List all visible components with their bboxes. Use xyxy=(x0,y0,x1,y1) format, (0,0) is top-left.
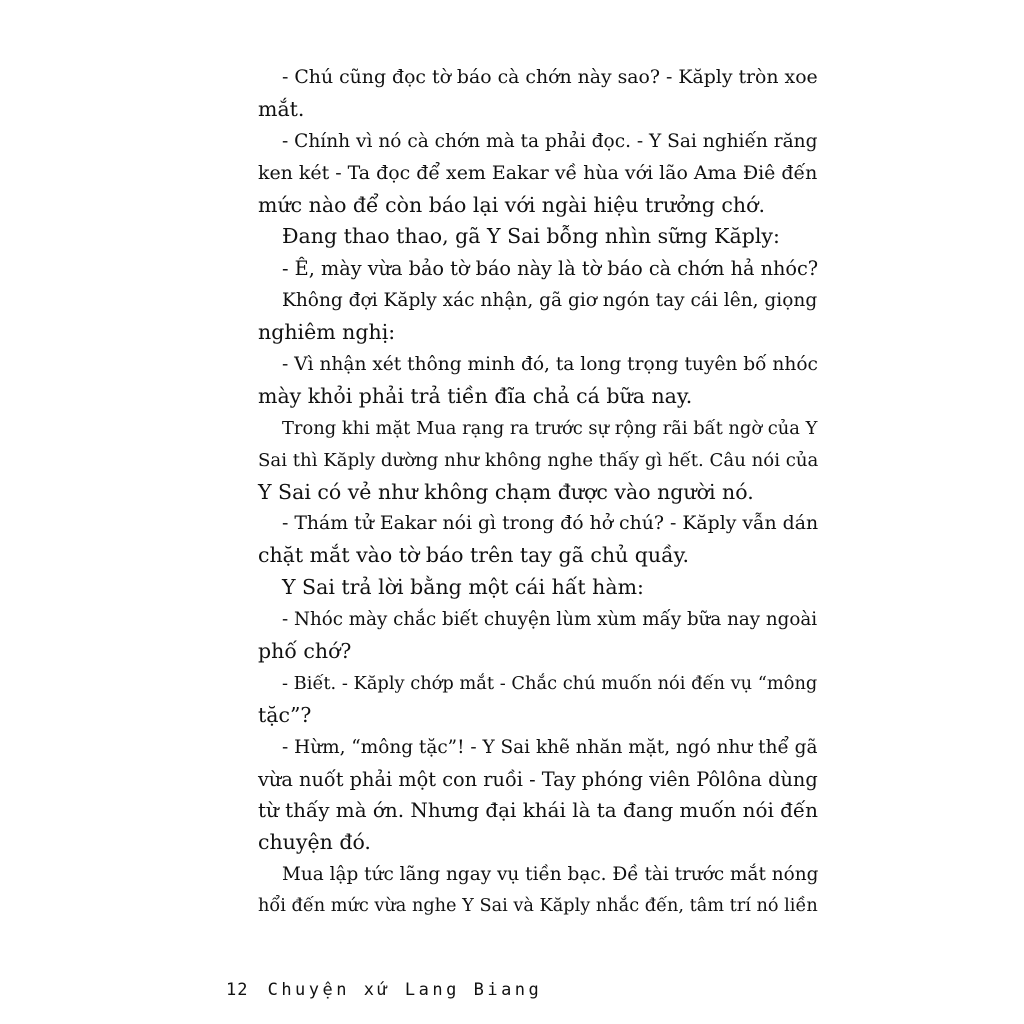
text-line: tặc”? xyxy=(258,702,312,727)
text-line: - Thám tử Eakar nói gì trong đó hở chú? - Kăply vẫn dán xyxy=(282,513,819,535)
text-line: Sai thì Kăply dường như không nghe thấy gì hết. Câu nói của xyxy=(258,449,819,471)
text-line: vừa nuốt phải một con ruồi - Tay phóng viên Pôlôna dùng xyxy=(258,767,818,791)
body-text xyxy=(258,62,818,923)
text-line: Không đợi Kăply xác nhận, gã giơ ngón tay cái lên, giọng xyxy=(282,290,818,312)
page-footer xyxy=(226,980,826,1010)
text-line: Y Sai trả lời bằng một cái hất hàm: xyxy=(282,575,644,600)
text-line: Đang thao thao, gã Y Sai bỗng nhìn sững Kăply: xyxy=(282,224,780,249)
text-line: chặt mắt vào tờ báo trên tay gã chủ quầy. xyxy=(258,543,690,568)
text-line: mắt. xyxy=(258,96,305,121)
text-line: - Chính vì nó cà chớn mà ta phải đọc. - Y Sai nghiến răng xyxy=(282,130,818,152)
text-line: Trong khi mặt Mua rạng ra trước sự rộng rãi bất ngờ của Y xyxy=(282,417,818,439)
text-line: - Hừm, “mông tặc”! - Y Sai khẽ nhăn mặt, ngó như thể gã xyxy=(282,736,818,758)
text-line: Mua lập tức lãng ngay vụ tiền bạc. Đề tài trước mắt nóng xyxy=(282,864,819,886)
text-line: - Chú cũng đọc tờ báo cà chớn này sao? - Kăply tròn xoe xyxy=(282,66,818,88)
page-number: 12 xyxy=(226,980,249,1000)
text-line: từ thấy mà ớn. Nhưng đại khái là ta đang muốn nói đến xyxy=(258,799,819,823)
text-line: mày khỏi phải trả tiền đĩa chả cá bữa nay. xyxy=(258,383,693,408)
text-line: hổi đến mức vừa nghe Y Sai và Kăply nhắc đến, tâm trí nó liền xyxy=(258,896,818,917)
text-line: phố chớ? xyxy=(258,639,352,664)
text-line: nghiêm nghị: xyxy=(258,320,396,345)
text-line: - Biết. - Kăply chớp mắt - Chắc chú muốn nói đến vụ “mông xyxy=(282,672,818,694)
text-line: ken két - Ta đọc để xem Eakar về hùa với lão Ama Điê đến xyxy=(258,161,818,184)
running-title: Chuyện xứ Lang Biang xyxy=(267,980,543,1000)
text-line: Y Sai có vẻ như không chạm được vào người nó. xyxy=(258,479,754,504)
text-line: chuyện đó. xyxy=(258,830,371,855)
text-line: - Ê, mày vừa bảo tờ báo này là tờ báo cà chớn hả nhóc? xyxy=(282,257,819,281)
text-line: mức nào để còn báo lại với ngài hiệu trưởng chớ. xyxy=(258,192,765,217)
text-line: - Vì nhận xét thông minh đó, ta long trọng tuyên bố nhóc xyxy=(282,354,818,376)
text-line: - Nhóc mày chắc biết chuyện lùm xùm mấy bữa nay ngoài xyxy=(282,609,818,631)
